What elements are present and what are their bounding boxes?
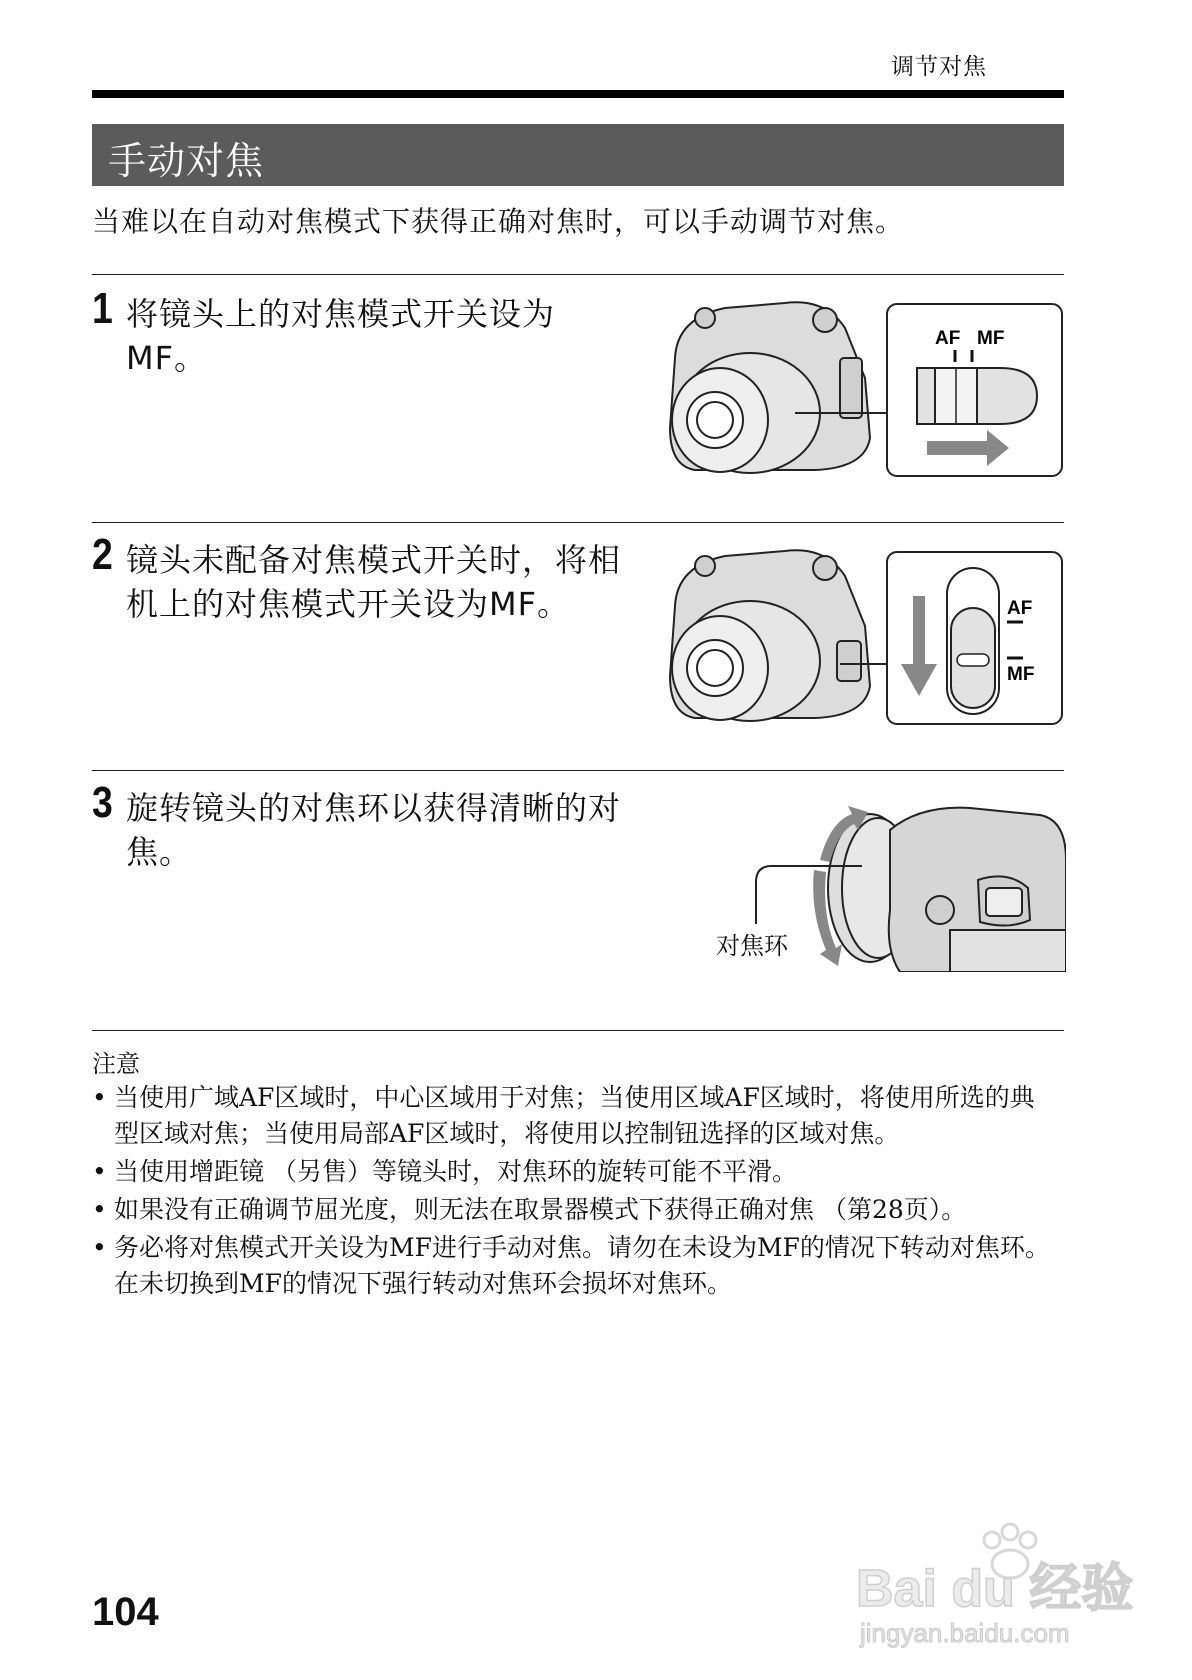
page-number: 104	[92, 1590, 159, 1634]
svg-text:Bai du 经验: Bai du 经验	[856, 1560, 1134, 1618]
intro-text: 当难以在自动对焦模式下获得正确对焦时，可以手动调节对焦。	[92, 205, 905, 238]
notes-title: 注意	[92, 1050, 140, 1078]
mf-label: MF	[1007, 664, 1035, 685]
divider	[92, 522, 1064, 523]
step-3-text: 旋转镜头的对焦环以获得清晰的对焦。	[126, 789, 622, 871]
camera-rear-sketch	[828, 808, 1066, 972]
page-title: 手动对焦	[108, 139, 265, 183]
section-header: 调节对焦	[891, 54, 987, 80]
top-rule	[92, 90, 1064, 98]
af-label: AF	[1007, 598, 1033, 619]
step-2-number: 2	[92, 530, 113, 579]
focus-ring-label: 对焦环	[716, 932, 788, 960]
body-switch-knob	[957, 654, 989, 666]
note-item: • 务必将对焦模式开关设为MF进行手动对焦。请勿在未设为MF的情况下转动对焦环。在未切换到MF的情况下强行转动对焦环会损坏对焦环。	[92, 1230, 1052, 1302]
note-item: • 当使用增距镜 （另售）等镜头时，对焦环的旋转可能不平滑。	[92, 1154, 1052, 1190]
baidu-watermark	[850, 1510, 1140, 1650]
divider	[92, 770, 1064, 771]
notes-list	[92, 1080, 1052, 1304]
step-1-text: 将镜头上的对焦模式开关设为MF。	[126, 295, 556, 377]
focus-ring-illustration	[750, 800, 1066, 972]
svg-text:jingyan.baidu.com: jingyan.baidu.com	[860, 1618, 1070, 1648]
af-label: AF	[935, 328, 961, 349]
divider	[92, 1030, 1064, 1031]
divider	[92, 274, 1064, 275]
step-3-number: 3	[92, 778, 113, 827]
note-item: • 如果没有正确调节屈光度，则无法在取景器模式下获得正确对焦 （第28页）。	[92, 1192, 1052, 1228]
mf-label: MF	[977, 328, 1005, 349]
note-item: • 当使用广域AF区域时，中心区域用于对焦；当使用区域AF区域时，将使用所选的典型区域对焦；当使用局部AF区域时，将使用以控制钮选择的区域对焦。	[92, 1080, 1052, 1152]
body-switch-illustration	[665, 546, 1065, 728]
step-1-number: 1	[92, 284, 113, 333]
step-2-text: 镜头未配备对焦模式开关时，将相机上的对焦模式开关设为MF。	[126, 541, 622, 623]
lens-switch-illustration	[665, 298, 1065, 480]
